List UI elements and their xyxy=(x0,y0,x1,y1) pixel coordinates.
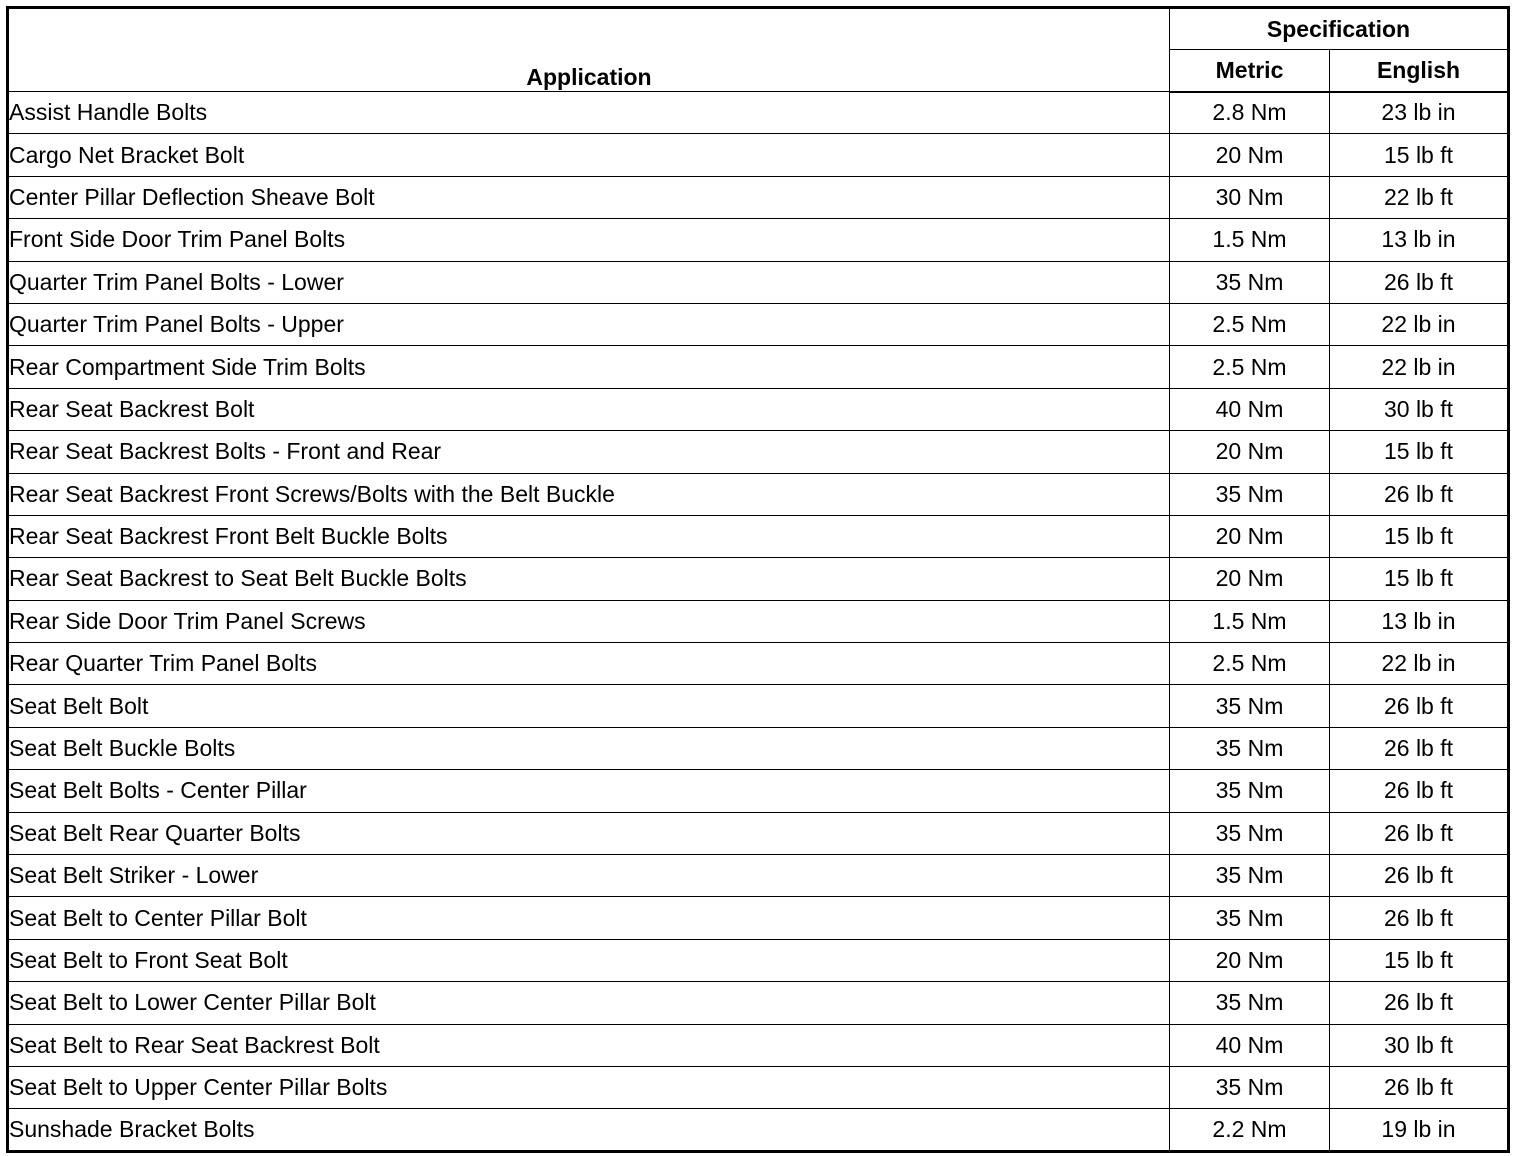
cell-metric: 35 Nm xyxy=(1170,727,1330,769)
cell-metric: 1.5 Nm xyxy=(1170,219,1330,261)
cell-metric: 2.5 Nm xyxy=(1170,643,1330,685)
cell-english: 15 lb ft xyxy=(1330,515,1509,557)
cell-application: Rear Compartment Side Trim Bolts xyxy=(8,346,1170,388)
table-row xyxy=(8,92,1509,134)
cell-application: Quarter Trim Panel Bolts - Lower xyxy=(8,261,1170,303)
cell-metric: 35 Nm xyxy=(1170,261,1330,303)
cell-metric: 35 Nm xyxy=(1170,685,1330,727)
cell-english: 26 lb ft xyxy=(1330,1066,1509,1108)
table-row xyxy=(8,346,1509,388)
table-row xyxy=(8,685,1509,727)
cell-english: 22 lb in xyxy=(1330,346,1509,388)
cell-application: Seat Belt Bolts - Center Pillar xyxy=(8,770,1170,812)
fastener-specification-table xyxy=(6,6,1510,1153)
cell-application: Rear Seat Backrest Front Belt Buckle Bolts xyxy=(8,515,1170,557)
cell-application: Rear Side Door Trim Panel Screws xyxy=(8,600,1170,642)
cell-metric: 2.2 Nm xyxy=(1170,1109,1330,1151)
table-row xyxy=(8,897,1509,939)
table-row xyxy=(8,600,1509,642)
cell-english: 26 lb ft xyxy=(1330,261,1509,303)
cell-application: Cargo Net Bracket Bolt xyxy=(8,134,1170,176)
cell-metric: 20 Nm xyxy=(1170,431,1330,473)
table-row xyxy=(8,1024,1509,1066)
cell-application: Rear Seat Backrest Front Screws/Bolts with the Belt Buckle xyxy=(8,473,1170,515)
cell-application: Seat Belt Rear Quarter Bolts xyxy=(8,812,1170,854)
table-row xyxy=(8,1109,1509,1151)
table-body xyxy=(8,92,1509,1152)
cell-english: 22 lb in xyxy=(1330,643,1509,685)
cell-application: Rear Seat Backrest to Seat Belt Buckle Bolts xyxy=(8,558,1170,600)
cell-application: Rear Seat Backrest Bolts - Front and Rear xyxy=(8,431,1170,473)
cell-english: 26 lb ft xyxy=(1330,982,1509,1024)
cell-english: 13 lb in xyxy=(1330,600,1509,642)
header-metric: Metric xyxy=(1170,50,1330,92)
cell-metric: 35 Nm xyxy=(1170,1066,1330,1108)
cell-application: Seat Belt Buckle Bolts xyxy=(8,727,1170,769)
cell-metric: 1.5 Nm xyxy=(1170,600,1330,642)
table-header xyxy=(8,8,1509,92)
cell-english: 15 lb ft xyxy=(1330,558,1509,600)
cell-english: 15 lb ft xyxy=(1330,134,1509,176)
cell-english: 22 lb ft xyxy=(1330,176,1509,218)
table-row xyxy=(8,727,1509,769)
table-row xyxy=(8,515,1509,557)
cell-metric: 40 Nm xyxy=(1170,388,1330,430)
cell-application: Front Side Door Trim Panel Bolts xyxy=(8,219,1170,261)
cell-english: 26 lb ft xyxy=(1330,473,1509,515)
cell-application: Seat Belt Bolt xyxy=(8,685,1170,727)
cell-application: Rear Quarter Trim Panel Bolts xyxy=(8,643,1170,685)
cell-application: Seat Belt to Center Pillar Bolt xyxy=(8,897,1170,939)
cell-application: Rear Seat Backrest Bolt xyxy=(8,388,1170,430)
cell-metric: 35 Nm xyxy=(1170,855,1330,897)
table-row xyxy=(8,388,1509,430)
cell-metric: 35 Nm xyxy=(1170,982,1330,1024)
header-application: Application xyxy=(8,8,1170,92)
cell-metric: 35 Nm xyxy=(1170,473,1330,515)
table-row xyxy=(8,855,1509,897)
cell-metric: 2.5 Nm xyxy=(1170,346,1330,388)
table-row xyxy=(8,176,1509,218)
cell-english: 30 lb ft xyxy=(1330,388,1509,430)
table-row xyxy=(8,643,1509,685)
cell-metric: 2.5 Nm xyxy=(1170,303,1330,345)
cell-application: Seat Belt to Rear Seat Backrest Bolt xyxy=(8,1024,1170,1066)
cell-english: 26 lb ft xyxy=(1330,685,1509,727)
table-row xyxy=(8,261,1509,303)
table-row xyxy=(8,134,1509,176)
cell-metric: 35 Nm xyxy=(1170,812,1330,854)
cell-english: 26 lb ft xyxy=(1330,812,1509,854)
cell-metric: 2.8 Nm xyxy=(1170,92,1330,134)
table-row xyxy=(8,939,1509,981)
header-english: English xyxy=(1330,50,1509,92)
cell-english: 30 lb ft xyxy=(1330,1024,1509,1066)
cell-english: 26 lb ft xyxy=(1330,770,1509,812)
cell-application: Seat Belt Striker - Lower xyxy=(8,855,1170,897)
table-row xyxy=(8,558,1509,600)
cell-english: 23 lb in xyxy=(1330,92,1509,134)
cell-metric: 20 Nm xyxy=(1170,558,1330,600)
table-row xyxy=(8,473,1509,515)
cell-metric: 20 Nm xyxy=(1170,939,1330,981)
table-row xyxy=(8,812,1509,854)
cell-english: 26 lb ft xyxy=(1330,897,1509,939)
cell-metric: 20 Nm xyxy=(1170,134,1330,176)
cell-application: Sunshade Bracket Bolts xyxy=(8,1109,1170,1151)
cell-application: Quarter Trim Panel Bolts - Upper xyxy=(8,303,1170,345)
table-row xyxy=(8,219,1509,261)
cell-english: 26 lb ft xyxy=(1330,727,1509,769)
cell-english: 15 lb ft xyxy=(1330,431,1509,473)
cell-english: 26 lb ft xyxy=(1330,855,1509,897)
cell-english: 13 lb in xyxy=(1330,219,1509,261)
cell-english: 15 lb ft xyxy=(1330,939,1509,981)
cell-application: Seat Belt to Upper Center Pillar Bolts xyxy=(8,1066,1170,1108)
table-row xyxy=(8,1066,1509,1108)
table-row xyxy=(8,770,1509,812)
table-row xyxy=(8,982,1509,1024)
table-row xyxy=(8,303,1509,345)
header-specification: Specification xyxy=(1170,8,1509,50)
cell-application: Seat Belt to Front Seat Bolt xyxy=(8,939,1170,981)
table-row xyxy=(8,431,1509,473)
cell-application: Assist Handle Bolts xyxy=(8,92,1170,134)
cell-metric: 35 Nm xyxy=(1170,770,1330,812)
cell-english: 19 lb in xyxy=(1330,1109,1509,1151)
cell-metric: 35 Nm xyxy=(1170,897,1330,939)
cell-metric: 40 Nm xyxy=(1170,1024,1330,1066)
cell-application: Center Pillar Deflection Sheave Bolt xyxy=(8,176,1170,218)
cell-application: Seat Belt to Lower Center Pillar Bolt xyxy=(8,982,1170,1024)
cell-metric: 20 Nm xyxy=(1170,515,1330,557)
cell-metric: 30 Nm xyxy=(1170,176,1330,218)
cell-english: 22 lb in xyxy=(1330,303,1509,345)
